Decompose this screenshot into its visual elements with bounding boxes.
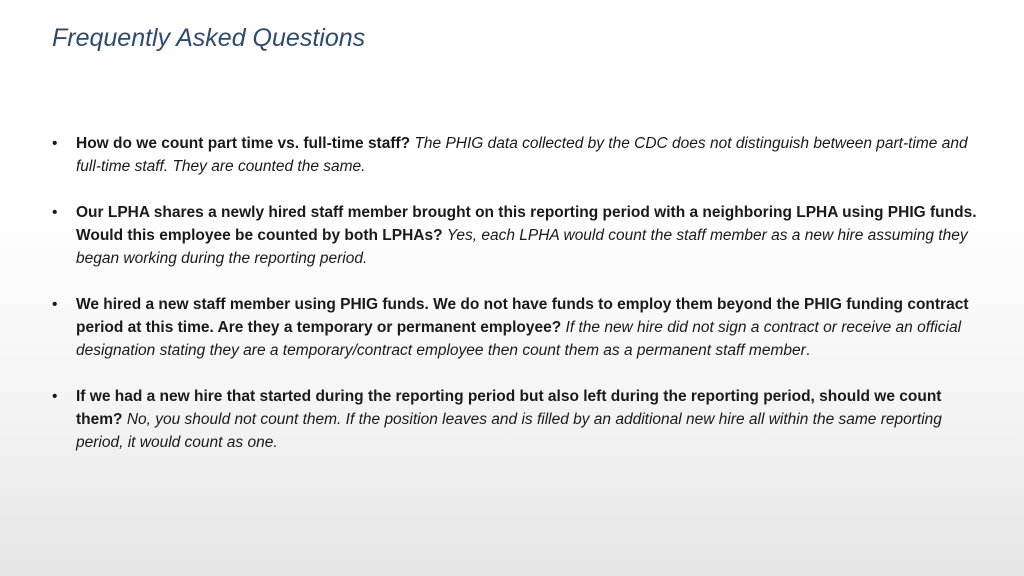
faq-answer-period: . (805, 342, 811, 359)
faq-answer: The PHIG data collected by the CDC does not distinguish between part-time and full-time staff. They are counted the same. (76, 135, 968, 175)
faq-question: If we had a new hire that started during the reporting period but also left during the reporting period, should we count them? (76, 388, 942, 428)
faq-answer: Yes, each LPHA would count the staff member as a new hire assuming they began working during the reporting period. (76, 227, 968, 267)
faq-item (50, 132, 980, 178)
bullet-icon: • (52, 296, 58, 313)
faq-question: We hired a new staff member using PHIG funds. We do not have funds to employ them beyond the PHIG funding contract period at this time. Are they a temporary or permanent employee? (76, 296, 969, 336)
bullet-icon: • (52, 204, 58, 221)
faq-answer: No, you should not count them. If the position leaves and is filled by an additional new hire all within the same reporting period, it would count as one. (76, 411, 942, 451)
faq-item (50, 293, 980, 362)
faq-item (50, 385, 980, 454)
faq-answer: If the new hire did not sign a contract or receive an official designation stating they are a temporary/contract employee then count them as a permanent staff member (76, 319, 962, 359)
bullet-icon: • (52, 388, 58, 405)
bullet-icon: • (52, 135, 58, 152)
faq-question: Our LPHA shares a newly hired staff member brought on this reporting period with a neighboring LPHA using PHIG funds. Would this employee be counted by both LPHAs? (76, 204, 977, 244)
faq-item (50, 201, 980, 270)
faq-list (50, 132, 980, 477)
faq-question: How do we count part time vs. full-time staff? (76, 135, 411, 152)
page-title: Frequently Asked Questions (52, 24, 366, 52)
